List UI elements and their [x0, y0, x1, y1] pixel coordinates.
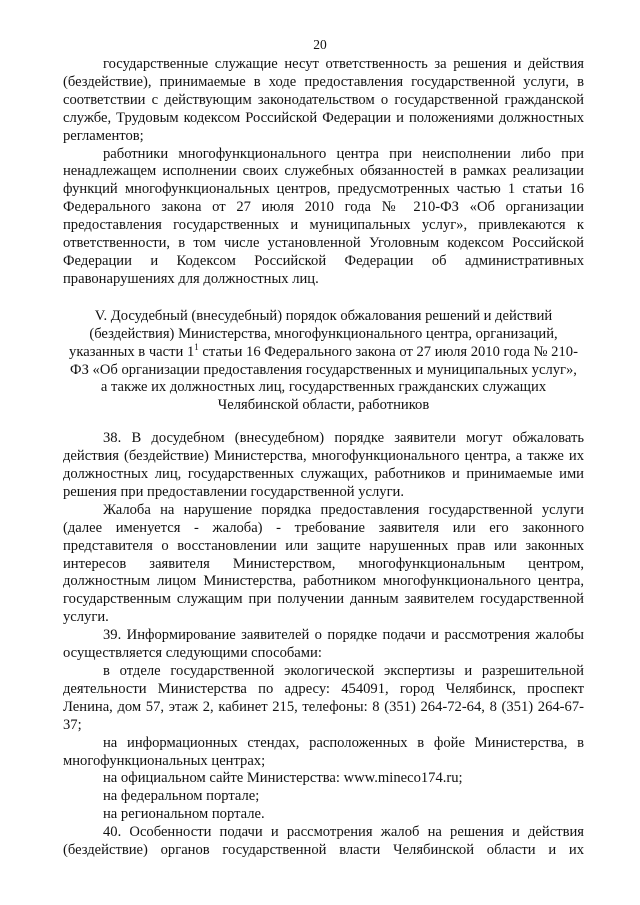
section-heading	[63, 308, 584, 415]
spacer	[63, 289, 584, 308]
paragraph-39: 39. Информирование заявителей о порядке подачи и рассмотрения жалобы осуществляется следующими способами:	[63, 627, 584, 662]
paragraph-40: 40. Особенности подачи и рассмотрения жалоб на решения и действия (бездействие) органов государственной власти Челябинской области и их	[63, 824, 584, 859]
list-item-info-stands: на информационных стендах, расположенных в фойе Министерства, в многофункциональных центрах;	[63, 734, 584, 769]
list-item-regional-portal: на региональном портале.	[103, 806, 265, 823]
section-heading-part2: статьи 16 Федерального закона от 27 июля 2010 года № 210-ФЗ «Об организации предоставления государственных и муниципальных услуг», а также их должностных лиц, государственных гражданских служащих Челябинской области, работников	[70, 343, 578, 414]
paragraph-38: 38. В досудебном (внесудебном) порядке заявители могут обжаловать действия (бездействие) Министерства, многофункционального центра, а также их должностных лиц, государственных служащих, работников и принимаемые ими решения при предоставлении государственной услуги.	[63, 430, 584, 500]
paragraph-mfc-workers-responsibility: работники многофункционального центра при неисполнении либо при ненадлежащем исполнении своих служебных обязанностей в рамках реализации функций многофункциональных центров, предусмотренных частью 1 статьи 16 Федерального закона от 27 июля 2010 года № 210-ФЗ «Об организации предоставления государственных и муниципальных услуг», привлекаются к ответственности, в том числе установленной Уголовным кодексом Российской Федерации и Кодексом Российской Федерации об административных правонарушениях для должностных лиц.	[63, 145, 584, 287]
document-body	[63, 56, 584, 860]
list-item-department-address: в отделе государственной экологической экспертизы и разрешительной деятельности Министерства по адресу: 454091, город Челябинск, проспект Ленина, дом 57, этаж 2, кабинет 215, телефоны: 8 (351) 264-72-64, 8 (351) 264-67-37;	[63, 663, 584, 733]
page-number: 20	[313, 37, 327, 52]
section-heading-part1: V. Досудебный (внесудебный) порядок обжалования решений и действий (бездействия) Министерства, многофункционального центра, организаций, указанных в части 1	[69, 307, 558, 360]
list-item-official-website: на официальном сайте Министерства: www.mineco174.ru;	[103, 770, 463, 787]
paragraph-complaint-definition: Жалоба на нарушение порядка предоставления государственной услуги (далее именуется - жалоба) - требование заявителя или его законного представителя о восстановлении или защите нарушенных прав или законных интересов заявителя Министерством, многофункциональным центром, должностным лицом Министерства, работником многофункционального центра, государственным служащим при получении данным заявителем государственной услуги.	[63, 501, 584, 626]
list-item-federal-portal: на федеральном портале;	[103, 788, 260, 805]
spacer	[63, 415, 584, 430]
section-heading-superscript: 1	[194, 341, 199, 352]
paragraph-civil-servants-responsibility: государственные служащие несут ответственность за решения и действия (бездействие), принимаемые в ходе предоставления государственной услуги, в соответствии с действующим законодательством о государственной гражданской службе, Трудовым кодексом Российской Федерации и положениями должностных регламентов;	[63, 56, 584, 144]
